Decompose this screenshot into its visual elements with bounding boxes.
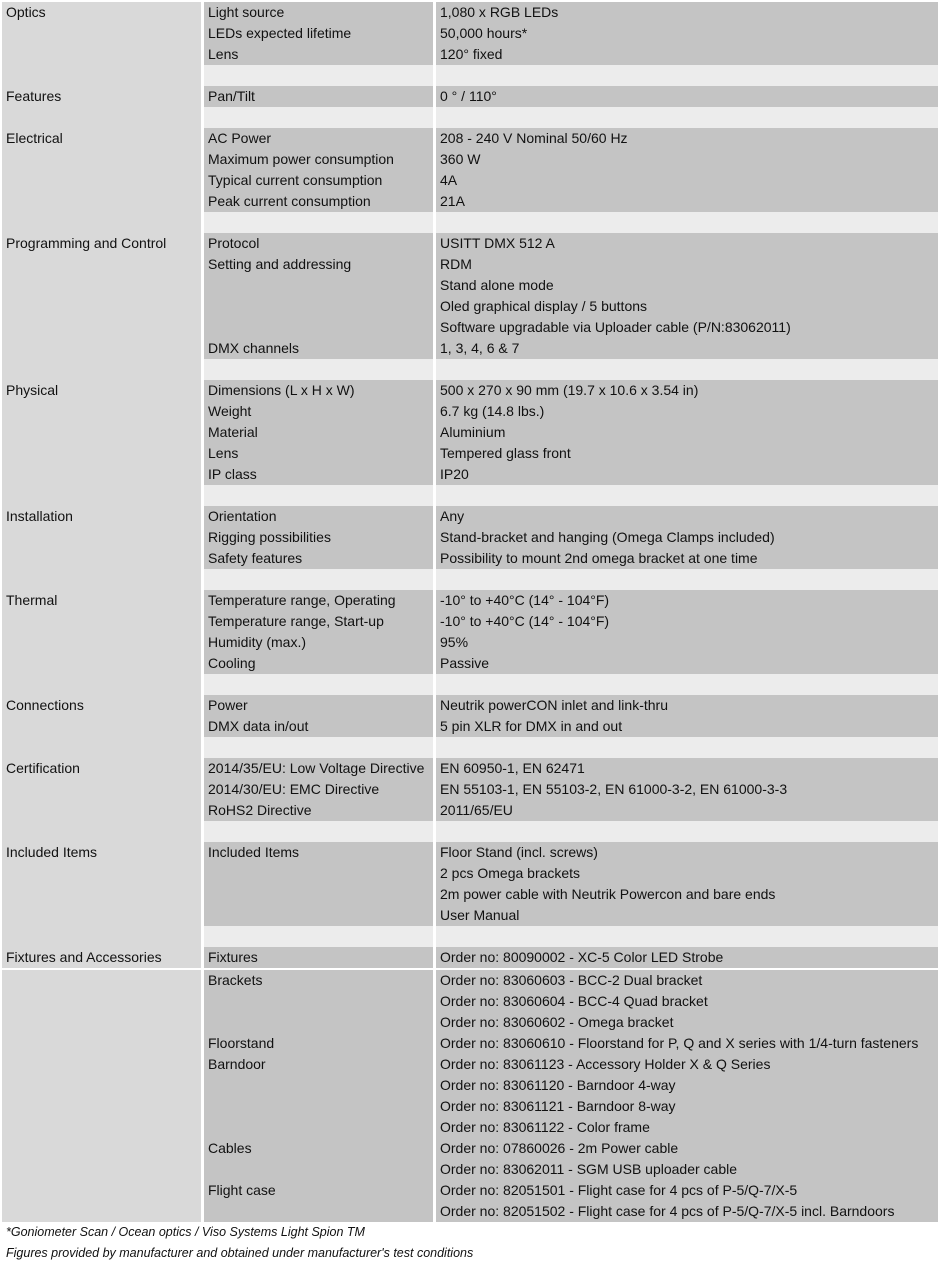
section-spacer: [2, 212, 938, 233]
spec-row: [2, 632, 938, 653]
spec-label: [204, 1201, 433, 1222]
spec-row: [2, 590, 938, 611]
section-spacer: [2, 485, 938, 506]
section-electrical: [2, 128, 938, 233]
spec-value: Order no: 83061122 - Color frame: [436, 1117, 938, 1138]
spec-label: Included Items: [204, 842, 433, 863]
spec-value: Neutrik powerCON inlet and link-thru: [436, 695, 938, 716]
section-installation: [2, 506, 938, 590]
spec-value: 360 W: [436, 149, 938, 170]
spacer-cell: [2, 107, 201, 128]
spec-row: [2, 338, 938, 359]
spec-label: 2014/35/EU: Low Voltage Directive: [204, 758, 433, 779]
section-title-blank: [2, 970, 201, 991]
section-title: Certification: [2, 758, 201, 779]
spec-label: [204, 863, 433, 884]
spec-row: [2, 653, 938, 674]
spec-row: [2, 779, 938, 800]
spacer-cell: [2, 65, 201, 86]
spec-row: [2, 1159, 938, 1180]
footnotes: [6, 1222, 473, 1264]
spec-row: [2, 128, 938, 149]
spec-value: Order no: 07860026 - 2m Power cable: [436, 1138, 938, 1159]
spec-value: Order no: 83060604 - BCC-4 Quad bracket: [436, 991, 938, 1012]
spec-table: [2, 2, 938, 1222]
section-title: Electrical: [2, 128, 201, 149]
section-title-blank: [2, 800, 201, 821]
spec-value: EN 60950-1, EN 62471: [436, 758, 938, 779]
spec-label: Cables: [204, 1138, 433, 1159]
spacer-cell: [436, 569, 938, 590]
spec-label: LEDs expected lifetime: [204, 23, 433, 44]
spacer-cell: [436, 674, 938, 695]
spacer-cell: [204, 821, 433, 842]
spec-label: [204, 275, 433, 296]
section-title-blank: [2, 1075, 201, 1096]
spec-row: [2, 86, 938, 107]
spec-value: IP20: [436, 464, 938, 485]
spacer-cell: [436, 359, 938, 380]
spec-value: USITT DMX 512 A: [436, 233, 938, 254]
spec-value: Stand alone mode: [436, 275, 938, 296]
section-spacer: [2, 359, 938, 380]
spec-row: [2, 191, 938, 212]
spec-label: Protocol: [204, 233, 433, 254]
spec-label: [204, 1012, 433, 1033]
spacer-cell: [204, 569, 433, 590]
spec-value: 1, 3, 4, 6 & 7: [436, 338, 938, 359]
spec-row: [2, 611, 938, 632]
section-spacer: [2, 107, 938, 128]
spec-row: [2, 275, 938, 296]
spec-label: [204, 317, 433, 338]
section-title-blank: [2, 1138, 201, 1159]
spec-label: Fixtures: [204, 947, 433, 968]
section-certification: [2, 758, 938, 842]
spec-value: Order no: 83061120 - Barndoor 4-way: [436, 1075, 938, 1096]
spec-value: Order no: 83062011 - SGM USB uploader cable: [436, 1159, 938, 1180]
spec-row: [2, 947, 938, 968]
spec-value: Order no: 83061123 - Accessory Holder X & Q Series: [436, 1054, 938, 1075]
spec-row: [2, 1054, 938, 1075]
spec-value: Software upgradable via Uploader cable (P/N:83062011): [436, 317, 938, 338]
section-title-blank: [2, 23, 201, 44]
section-title-blank: [2, 632, 201, 653]
section-title-blank: [2, 44, 201, 65]
spec-value: EN 55103-1, EN 55103-2, EN 61000-3-2, EN 61000-3-3: [436, 779, 938, 800]
section-optics: [2, 2, 938, 86]
section-title-blank: [2, 149, 201, 170]
section-title-blank: [2, 527, 201, 548]
spec-row: [2, 905, 938, 926]
spec-label: Flight case: [204, 1180, 433, 1201]
spec-row: [2, 863, 938, 884]
section-title-blank: [2, 191, 201, 212]
spec-row: [2, 695, 938, 716]
section-title-blank: [2, 338, 201, 359]
spec-row: [2, 422, 938, 443]
spec-row: [2, 2, 938, 23]
spec-label: [204, 1117, 433, 1138]
section-spacer: [2, 737, 938, 758]
spec-row: [2, 296, 938, 317]
spec-value: Tempered glass front: [436, 443, 938, 464]
spec-label: DMX channels: [204, 338, 433, 359]
section-title: Installation: [2, 506, 201, 527]
spec-row: [2, 884, 938, 905]
spec-label: Dimensions (L x H x W): [204, 380, 433, 401]
spec-value: 95%: [436, 632, 938, 653]
spec-label: Material: [204, 422, 433, 443]
section-title: Programming and Control: [2, 233, 201, 254]
section-title-blank: [2, 884, 201, 905]
spec-value: Order no: 82051501 - Flight case for 4 pcs of P-5/Q-7/X-5: [436, 1180, 938, 1201]
spec-value: Order no: 83060602 - Omega bracket: [436, 1012, 938, 1033]
section-features: [2, 86, 938, 128]
spec-label: IP class: [204, 464, 433, 485]
spec-value: Order no: 82051502 - Flight case for 4 pcs of P-5/Q-7/X-5 incl. Barndoors: [436, 1201, 938, 1222]
spec-value: Passive: [436, 653, 938, 674]
spec-label: Weight: [204, 401, 433, 422]
spec-row: [2, 380, 938, 401]
spec-row: [2, 317, 938, 338]
spec-value: 2011/65/EU: [436, 800, 938, 821]
spec-value: -10° to +40°C (14° - 104°F): [436, 611, 938, 632]
spec-label: Light source: [204, 2, 433, 23]
section-title-blank: [2, 905, 201, 926]
section-title-blank: [2, 611, 201, 632]
spec-label: RoHS2 Directive: [204, 800, 433, 821]
spec-label: Setting and addressing: [204, 254, 433, 275]
spec-value: Any: [436, 506, 938, 527]
spec-label: Floorstand: [204, 1033, 433, 1054]
spec-value: 21A: [436, 191, 938, 212]
spec-label: AC Power: [204, 128, 433, 149]
spec-label: Safety features: [204, 548, 433, 569]
spacer-cell: [2, 212, 201, 233]
spacer-cell: [2, 926, 201, 947]
spec-label: [204, 1075, 433, 1096]
spec-value: 0 ° / 110°: [436, 86, 938, 107]
spec-label: DMX data in/out: [204, 716, 433, 737]
spec-value: RDM: [436, 254, 938, 275]
spec-row: [2, 970, 938, 991]
section-title: Connections: [2, 695, 201, 716]
spec-row: [2, 1096, 938, 1117]
spec-row: [2, 233, 938, 254]
spec-row: [2, 1138, 938, 1159]
spec-label: [204, 296, 433, 317]
spec-label: Barndoor: [204, 1054, 433, 1075]
spec-label: Brackets: [204, 970, 433, 991]
spec-label: Temperature range, Start-up: [204, 611, 433, 632]
spec-value: Oled graphical display / 5 buttons: [436, 296, 938, 317]
section-title-blank: [2, 716, 201, 737]
section-thermal: [2, 590, 938, 695]
section-title: Physical: [2, 380, 201, 401]
spec-row: [2, 716, 938, 737]
spec-value: -10° to +40°C (14° - 104°F): [436, 590, 938, 611]
spacer-cell: [436, 926, 938, 947]
spacer-cell: [436, 212, 938, 233]
spec-row: [2, 170, 938, 191]
spec-label: Maximum power consumption: [204, 149, 433, 170]
section-title-blank: [2, 1054, 201, 1075]
spacer-cell: [2, 569, 201, 590]
spec-value: Possibility to mount 2nd omega bracket at one time: [436, 548, 938, 569]
spacer-cell: [2, 485, 201, 506]
section-title-blank: [2, 401, 201, 422]
spacer-cell: [2, 737, 201, 758]
spec-label: Rigging possibilities: [204, 527, 433, 548]
section-spacer: [2, 674, 938, 695]
spec-label: Peak current consumption: [204, 191, 433, 212]
section-title-blank: [2, 170, 201, 191]
spec-row: [2, 1033, 938, 1054]
section-title-blank: [2, 1033, 201, 1054]
spec-value: 500 x 270 x 90 mm (19.7 x 10.6 x 3.54 in): [436, 380, 938, 401]
spec-row: [2, 149, 938, 170]
spec-label: [204, 905, 433, 926]
section-title-blank: [2, 779, 201, 800]
spec-value: Aluminium: [436, 422, 938, 443]
spec-label: Cooling: [204, 653, 433, 674]
spec-row: [2, 506, 938, 527]
spec-row: [2, 548, 938, 569]
spec-row: [2, 991, 938, 1012]
spec-row: [2, 1117, 938, 1138]
spec-label: 2014/30/EU: EMC Directive: [204, 779, 433, 800]
section-title-blank: [2, 296, 201, 317]
section-spacer: [2, 926, 938, 947]
spacer-cell: [204, 926, 433, 947]
spec-label: Power: [204, 695, 433, 716]
section-title: Included Items: [2, 842, 201, 863]
spec-label: Lens: [204, 44, 433, 65]
spec-row: [2, 401, 938, 422]
section-spacer: [2, 569, 938, 590]
section-title-blank: [2, 422, 201, 443]
spec-row: [2, 1075, 938, 1096]
section-included-items: [2, 842, 938, 947]
spec-value: 2 pcs Omega brackets: [436, 863, 938, 884]
spec-label: Typical current consumption: [204, 170, 433, 191]
spec-row: [2, 842, 938, 863]
spacer-cell: [204, 485, 433, 506]
section-title: Optics: [2, 2, 201, 23]
spacer-cell: [436, 107, 938, 128]
section-title: Fixtures and Accessories: [2, 947, 201, 968]
section-title-blank: [2, 1012, 201, 1033]
spacer-cell: [204, 674, 433, 695]
spec-label: [204, 1159, 433, 1180]
spec-value: 2m power cable with Neutrik Powercon and bare ends: [436, 884, 938, 905]
section-connections: [2, 695, 938, 758]
spec-label: [204, 991, 433, 1012]
spec-row: [2, 443, 938, 464]
spec-label: Pan/Tilt: [204, 86, 433, 107]
spec-value: 1,080 x RGB LEDs: [436, 2, 938, 23]
spacer-cell: [436, 65, 938, 86]
spec-value: Floor Stand (incl. screws): [436, 842, 938, 863]
section-title-blank: [2, 443, 201, 464]
spec-value: 208 - 240 V Nominal 50/60 Hz: [436, 128, 938, 149]
spacer-cell: [204, 212, 433, 233]
section-fixtures-and-accessories: [2, 947, 938, 1222]
spec-row: [2, 464, 938, 485]
spec-row: [2, 1180, 938, 1201]
spec-label: Lens: [204, 443, 433, 464]
spec-row: [2, 758, 938, 779]
section-title-blank: [2, 275, 201, 296]
section-title-blank: [2, 653, 201, 674]
spacer-cell: [204, 107, 433, 128]
footnote-goniometer: *Goniometer Scan / Ocean optics / Viso Systems Light Spion TM: [6, 1225, 365, 1239]
spec-row: [2, 23, 938, 44]
spacer-cell: [436, 485, 938, 506]
section-title-blank: [2, 863, 201, 884]
spec-value: User Manual: [436, 905, 938, 926]
spec-value: Order no: 83060610 - Floorstand for P, Q and X series with 1/4-turn fasteners: [436, 1033, 938, 1054]
spacer-cell: [2, 359, 201, 380]
section-title: Features: [2, 86, 201, 107]
section-spacer: [2, 65, 938, 86]
section-title-blank: [2, 1096, 201, 1117]
spec-label: [204, 884, 433, 905]
spec-label: Temperature range, Operating: [204, 590, 433, 611]
section-title-blank: [2, 1159, 201, 1180]
spec-value: 120° fixed: [436, 44, 938, 65]
spec-row: [2, 1201, 938, 1222]
footnote-figures: Figures provided by manufacturer and obtained under manufacturer's test conditions: [6, 1246, 474, 1260]
spacer-cell: [2, 821, 201, 842]
spacer-cell: [204, 359, 433, 380]
section-spacer: [2, 821, 938, 842]
spec-value: Stand-bracket and hanging (Omega Clamps included): [436, 527, 938, 548]
spec-row: [2, 1012, 938, 1033]
spec-value: 6.7 kg (14.8 lbs.): [436, 401, 938, 422]
section-title-blank: [2, 548, 201, 569]
spacer-cell: [2, 674, 201, 695]
spacer-cell: [204, 65, 433, 86]
section-title-blank: [2, 317, 201, 338]
spec-row: [2, 800, 938, 821]
spec-label: Humidity (max.): [204, 632, 433, 653]
section-title-blank: [2, 1180, 201, 1201]
spec-row: [2, 44, 938, 65]
section-title-blank: [2, 254, 201, 275]
spec-value: Order no: 80090002 - XC-5 Color LED Strobe: [436, 947, 938, 968]
section-physical: [2, 380, 938, 506]
spec-value: 4A: [436, 170, 938, 191]
spacer-cell: [204, 737, 433, 758]
spacer-cell: [436, 737, 938, 758]
spec-value: 50,000 hours*: [436, 23, 938, 44]
section-title-blank: [2, 991, 201, 1012]
section-title: Thermal: [2, 590, 201, 611]
spec-value: Order no: 83060603 - BCC-2 Dual bracket: [436, 970, 938, 991]
spec-row: [2, 527, 938, 548]
spec-value: Order no: 83061121 - Barndoor 8-way: [436, 1096, 938, 1117]
spec-row: [2, 254, 938, 275]
section-title-blank: [2, 1117, 201, 1138]
spec-label: [204, 1096, 433, 1117]
spacer-cell: [436, 821, 938, 842]
spec-label: Orientation: [204, 506, 433, 527]
section-programming-and-control: [2, 233, 938, 380]
section-title-blank: [2, 1201, 201, 1222]
spec-value: 5 pin XLR for DMX in and out: [436, 716, 938, 737]
section-title-blank: [2, 464, 201, 485]
